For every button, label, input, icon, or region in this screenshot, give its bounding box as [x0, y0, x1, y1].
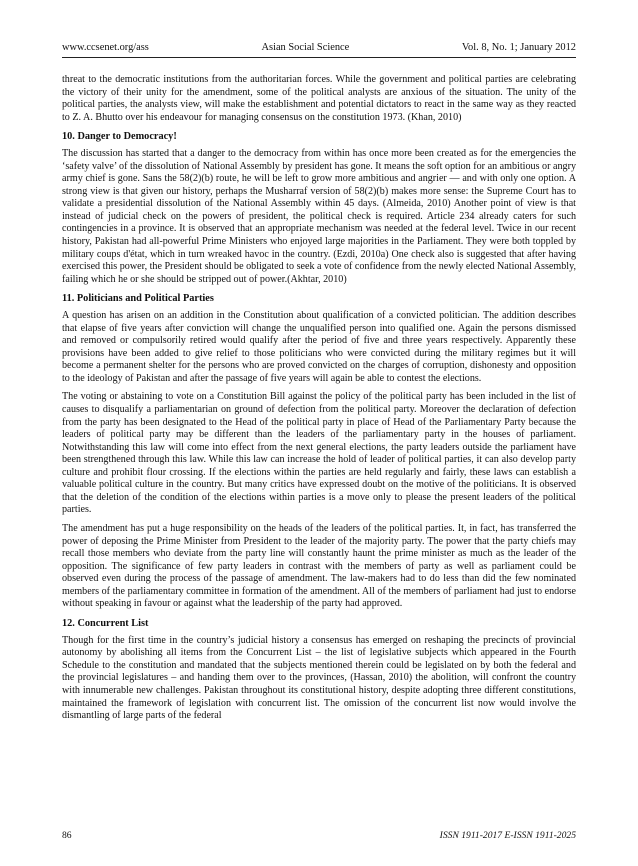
section-heading: 11. Politicians and Political Parties: [62, 293, 214, 305]
paragraph: The amendment has put a huge responsibility on the heads of the leaders of the political parties. It, in fact, has transferred the power of deposing the Prime Minister from President to the leader of the majority party. The power that the party chiefs may recall those members who deviate from the party line will constantly haunt the prime minister as much as the leader of the opposition. The significance of few party leaders in contrast with the members of party as well as parliament could be observed even during the process of the passage of amendment. The law-makers had to do less than did the few nominated members of the parliamentary committee in formation of the amendment. All of the members of parliament had just to endorse without speaking in favour or against what the leadership of the party had approved.: [62, 522, 576, 610]
paragraph: The discussion has started that a danger to the democracy from within has once more been created as for the emergencies the ‘safety valve’ of the dissolution of National Assembly by president has gone. It means the soft option for an ambitious or angry army chief is gone. Sans the 58(2)(b) route, he will be left to grow more ambitious and angrier — and with only one option. A strong view is that given our history, perhaps the Musharraf version of 58(2)(b) makes more sense: the Supreme Court has to validate a presidential dissolution of the National Assembly within 45 days. (Almeida, 2010) Another point of view is that instead of judicial check on the powers of president, the political check is required. Article 234 already caters for such contingencies in a province. It is observed that an appropriate mechanism was needed at the federal level. Twice in our recent history, Pakistan had all-powerful Prime Ministers who enjoyed large majorities in the Parliament. They were both toppled by military coups d'état, which in turn wreaked havoc in the country. (Ezdi, 2010a) One check also is suggested that after having exercised this power, the President should be obligated to seek a vote of confidence from the newly elected National Assembly, failing which he or she should be stripped out of power.(Akhtar, 2010): [62, 148, 576, 285]
paragraph: threat to the democratic institutions from the authoritarian forces. While the government and political parties are celebrating the victory of their unity for the amendment, some of the political analysts are anxious of the situation. The unity of the political parties, the analysts view, will make the establishment and potential dictators to react in the same way as they reacted to Z. A. Bhutto over his endeavour for managing consensus on the constitution 1973. (Khan, 2010): [62, 74, 576, 123]
section-heading: 12. Concurrent List: [62, 617, 149, 629]
paragraph: A question has arisen on an addition in the Constitution about qualification of a convicted politician. The addition describes that elapse of five years after conviction will change the unqualified person into qualified one. Again the persons dismissed and removed or compulsorily retired would qualify after the period of five and three years respectively. Apparently these provisions have been added to give relief to those politicians who were convicted during the military regimes but it will become a permanent shelter for the persons who are proved convicted on the charges of corruption, dishonesty and opposition to the ideology of Pakistan and after the passage of five years will again be able to contest the elections.: [62, 310, 576, 384]
page-footer: [62, 830, 576, 842]
journal-name: Asian Social Science: [261, 42, 350, 53]
paragraph: Though for the first time in the country’s judicial history a consensus has emerged on reshaping the precincts of provincial autonomy by abolishing all items from the Concurrent List – the list of legislative subjects which appeared in the Fourth Schedule to the constitution and mandated that the subjects mentioned therein could be legislated on by both the federal and the provincial legislatures – and handing them over to the provinces, (Hassan, 2010) the abolition, will confront the country with innumerable new challenges. Pakistan throughout its constitutional history, despite adopting three different constitutions, maintained the framework of legislation with concurrent list. The omission of the concurrent list now would involve the dismantling of large parts of the federal: [62, 634, 576, 722]
page-number: 86: [62, 830, 72, 841]
paragraph: The voting or abstaining to vote on a Constitution Bill against the policy of the political party has been included in the list of causes to disqualify a parliamentarian on ground of defection from the political party. Moreover the declaration of defection from the party has been designated to the Head of the political party in place of Head of the Parliamentary Party because the leaders of political party may be different than the leaders of the parliamentary party in the houses of parliament. Notwithstanding this law will come into effect from the next general elections, the party leaders outside the parliament have been strengthened through this law. While this law can increase the hold of leader of political parties, it can also develop party culture and prohibit flour crossing. If the elections within the parties are held regularly and fairly, these laws can establish a valuable political culture in the country. But many critics have expressed doubt on the motive of the politicians. It is observed that the deletion of the condition of the elections within parties is a move only to please the present leaders of the political parties.: [62, 391, 576, 516]
volume-info: Vol. 8, No. 1; January 2012: [461, 42, 576, 53]
running-header: [62, 41, 576, 58]
issn-info: ISSN 1911-2017 E-ISSN 1911-2025: [439, 830, 576, 841]
journal-url: www.ccsenet.org/ass: [62, 42, 149, 53]
section-heading: 10. Danger to Democracy!: [62, 131, 177, 143]
article-body: [62, 74, 576, 729]
